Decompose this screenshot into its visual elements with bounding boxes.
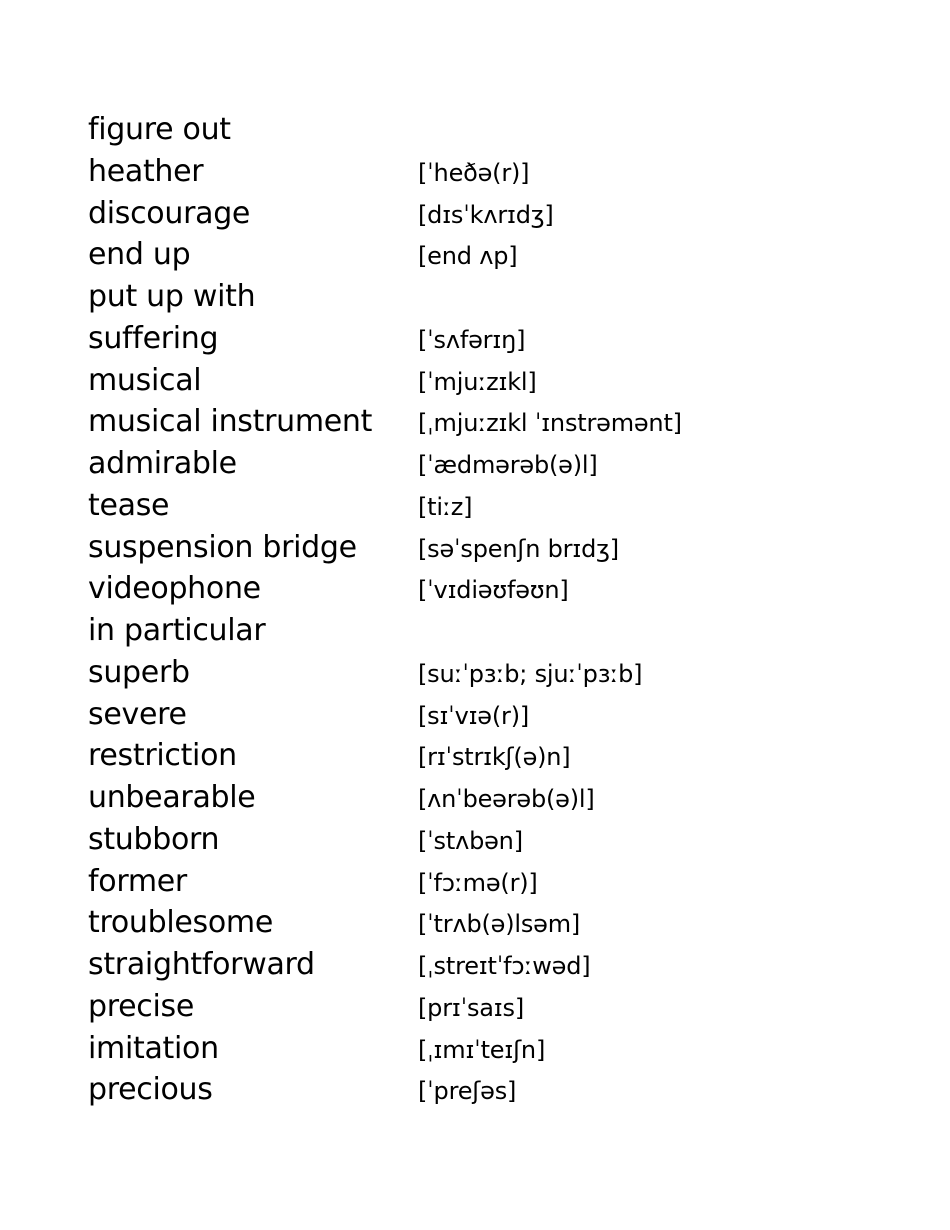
vocab-word: tease: [88, 487, 170, 523]
vocab-row: [88, 196, 888, 238]
vocab-row: [88, 613, 888, 655]
vocab-row: [88, 154, 888, 196]
vocab-row: [88, 404, 888, 446]
vocab-phonetic: [ʌnˈbeərəb(ə)l]: [418, 785, 595, 813]
vocab-word: precious: [88, 1072, 213, 1108]
vocab-row: [88, 697, 888, 739]
vocab-phonetic: [ˈstʌbən]: [418, 826, 523, 855]
vocab-word: figure out: [88, 112, 231, 147]
vocab-phonetic: [ˌstreɪtˈfɔːwəd]: [418, 952, 591, 980]
vocab-word: end up: [88, 237, 191, 273]
vocab-phonetic: [tiːz]: [418, 492, 473, 521]
vocab-phonetic: [ˈædmərəb(ə)l]: [418, 451, 598, 479]
vocab-word: musical: [88, 362, 202, 398]
vocab-word: severe: [88, 696, 187, 732]
vocab-word: precise: [88, 988, 194, 1024]
vocab-row: [88, 571, 888, 613]
vocab-row: [88, 864, 888, 906]
vocab-word: admirable: [88, 446, 237, 481]
vocab-word: stubborn: [88, 821, 220, 857]
vocab-phonetic: [ˈheðə(r)]: [418, 158, 530, 187]
vocab-word: straightforward: [88, 947, 315, 982]
vocab-phonetic: [sɪˈvɪə(r)]: [418, 701, 530, 730]
vocab-row: [88, 237, 888, 279]
vocab-phonetic: [ˈfɔːmə(r)]: [418, 868, 538, 897]
vocab-phonetic: [rɪˈstrɪkʃ(ə)n]: [418, 743, 571, 772]
vocab-row: [88, 112, 888, 154]
vocab-phonetic: [end ʌp]: [418, 242, 518, 271]
vocab-phonetic: [suːˈpɜːb; sjuːˈpɜːb]: [418, 659, 643, 688]
vocab-word: suffering: [88, 320, 219, 356]
vocab-word: heather: [88, 153, 204, 189]
vocabulary-list: [88, 112, 888, 1114]
vocab-word: imitation: [88, 1030, 219, 1066]
vocab-row: [88, 947, 888, 989]
vocab-word: restriction: [88, 738, 237, 774]
vocab-phonetic: [ˌmjuːzɪkl ˈɪnstrəmənt]: [418, 409, 682, 438]
vocab-phonetic: [ˈpreʃəs]: [418, 1077, 517, 1106]
vocab-phonetic: [ˈvɪdiəʊfəʊn]: [418, 576, 569, 605]
vocab-phonetic: [ˈtrʌb(ə)lsəm]: [418, 910, 581, 939]
vocab-row: [88, 1072, 888, 1114]
vocab-row: [88, 530, 888, 572]
vocab-word: suspension bridge: [88, 529, 357, 565]
vocab-word: in particular: [88, 613, 266, 648]
vocab-row: [88, 989, 888, 1031]
vocab-phonetic: [prɪˈsaɪs]: [418, 993, 524, 1022]
vocab-word: musical instrument: [88, 404, 373, 440]
vocab-word: superb: [88, 654, 190, 690]
vocab-row: [88, 822, 888, 864]
vocab-row: [88, 446, 888, 488]
vocab-phonetic: [ˈmjuːzɪkl]: [418, 367, 537, 396]
vocab-row: [88, 1031, 888, 1073]
vocab-row: [88, 905, 888, 947]
vocab-phonetic: [ˌɪmɪˈteɪʃn]: [418, 1035, 546, 1064]
vocab-phonetic: [dɪsˈkʌrɪdʒ]: [418, 200, 554, 229]
vocab-row: [88, 738, 888, 780]
vocab-word: put up with: [88, 279, 256, 314]
vocab-phonetic: [ˈsʌfərɪŋ]: [418, 325, 526, 354]
vocab-phonetic: [səˈspenʃn brɪdʒ]: [418, 534, 619, 563]
vocab-word: discourage: [88, 195, 251, 231]
vocab-row: [88, 655, 888, 697]
vocab-word: former: [88, 863, 187, 899]
vocab-row: [88, 780, 888, 822]
vocab-word: troublesome: [88, 905, 274, 941]
vocab-word: unbearable: [88, 780, 256, 815]
vocab-row: [88, 363, 888, 405]
vocab-row: [88, 321, 888, 363]
vocab-row: [88, 488, 888, 530]
vocab-word: videophone: [88, 571, 261, 607]
vocab-row: [88, 279, 888, 321]
